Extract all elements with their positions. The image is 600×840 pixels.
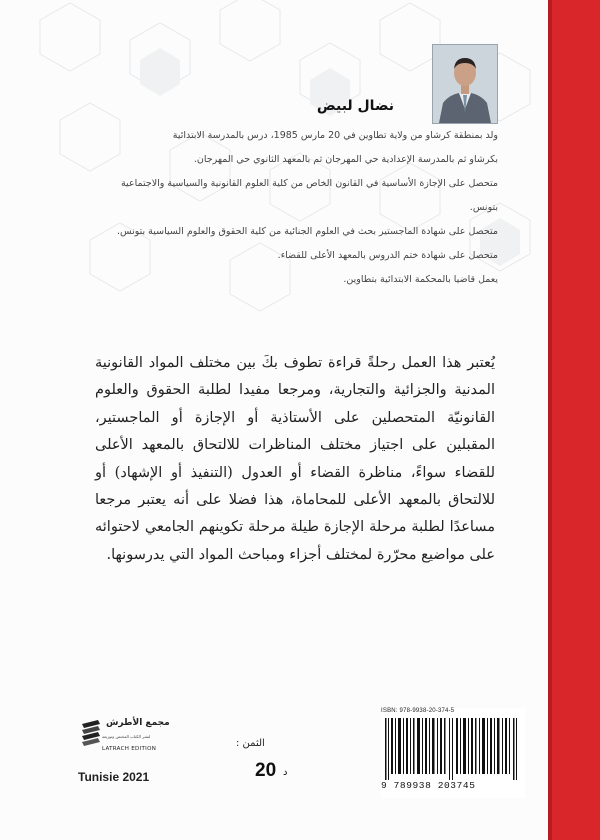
- publisher-name-ar: مجمع الأطرش: [106, 718, 170, 728]
- bio-line: يعمل قاضيا بالمحكمة الابتدائية بتطاوين.: [343, 274, 498, 285]
- publisher-tagline: لنشر الكتاب المختص وتوزيعه: [102, 734, 151, 739]
- spine-edge: [548, 0, 552, 840]
- red-spine: [548, 0, 600, 840]
- author-portrait-icon: [433, 45, 497, 123]
- author-bio: [72, 124, 498, 292]
- book-stack-icon: [80, 718, 102, 748]
- bio-line: بتونس.: [469, 202, 498, 213]
- price-label: الثمن :: [236, 738, 265, 749]
- price-currency: د: [283, 767, 288, 778]
- bio-line: بكرشاو ثم بالمدرسة الإعدادية حي المهرجان ثم بالمعهد الثانوي حي المهرجان.: [193, 154, 498, 165]
- bio-line: متحصل على شهادة ختم الدروس بالمعهد الأعلى للقضاء.: [277, 250, 498, 261]
- bio-line: ولد بمنطقة كرشاو من ولاية تطاوين في 20 مارس 1985، درس بالمدرسة الابتدائية: [172, 130, 498, 141]
- isbn-barcode-block: [381, 708, 525, 798]
- author-photo: [432, 44, 498, 124]
- barcode-icon: [383, 718, 523, 780]
- isbn-label: ISBN: 978-9938-20-374-5: [381, 708, 455, 714]
- author-name: نضال لبيض: [316, 98, 394, 114]
- publisher-logo: [80, 716, 170, 768]
- price-value: 20: [255, 760, 277, 781]
- book-summary: يُعتبر هذا العمل رحلةً قراءة تطوف بكَ بين مختلف المواد القانونية المدنية والجزائية والتجارية، ومرجعا مفيدا لطلبة الحقوق والعلوم القانونيّة المتحصلين على الأستاذية أو الإجازة أو الماجستير، المقبلين على اجتياز مختلف المناظرات للالتحاق بالمعهد الأعلى للقضاء سواءً، مناظرة القضاء أو العدول (التنفيذ أو الإشهاد) أو للالتحاق بالمعهد الأعلى للمحاماة، هذا فضلا على أنه يعتبر مرجعا مساعدًا لطلبة مرحلة الإجازة طيلة مرحلة تكوينهم الجامعي لاحتوائه على مواضيع محرّرة لمختلف أجزاء ومباحث المواد التي يدرسونها.: [95, 355, 495, 563]
- bio-line: متحصل على الإجازة الأساسية في القانون الخاص من كلية العلوم القانونية والسياسية والاجتماعية: [120, 178, 498, 189]
- publisher-name-en: LATRACH EDITION: [102, 746, 157, 752]
- bio-line: متحصل على شهادة الماجستير بحث في العلوم الجنائية من كلية الحقوق والعلوم السياسية بتونس.: [116, 226, 498, 237]
- isbn-digits: 9 789938 203745: [381, 780, 476, 791]
- edition-label: Tunisie 2021: [78, 770, 150, 784]
